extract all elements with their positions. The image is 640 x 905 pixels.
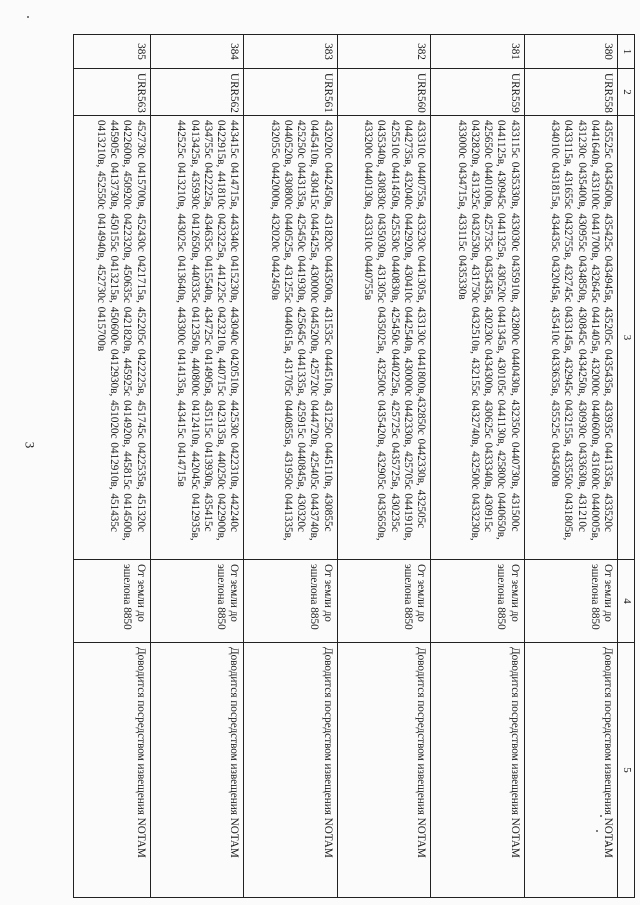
activation-note: Доводится посредством извещения NOTAM	[150, 643, 243, 898]
zone-designator: URR563	[74, 69, 151, 116]
header-col-5: 5	[618, 643, 635, 898]
altitude-limits: От земли до эшелона 8850	[337, 560, 430, 643]
table-row	[337, 35, 430, 898]
activation-note: Доводится посредством извещения NOTAM	[524, 643, 617, 898]
row-number: 380	[524, 35, 617, 69]
airspace-table	[73, 34, 635, 898]
row-number: 382	[337, 35, 430, 69]
table-row	[150, 35, 243, 898]
zone-designator: URR562	[150, 69, 243, 116]
header-col-1: 1	[618, 35, 635, 69]
table-header-row	[618, 35, 635, 898]
zone-designator: URR561	[244, 69, 337, 116]
table-row	[524, 35, 617, 898]
row-number: 385	[74, 35, 151, 69]
altitude-limits: От земли до эшелона 8850	[74, 560, 151, 643]
row-number: 381	[431, 35, 524, 69]
zone-coordinates: 433115с 0435330в, 433030с 0435910в, 432800с 0440430в, 432350с 0440730в, 431500с 0441125в, 430945с 0441325в, 430520с 0441345в, 430105с 0441130в, 425800с 0440650в, 425650с 0440100в, 425735с 0435435в, 430230с 0434300в, 430625с 0433340в, 430915с 0432820в, 431325с 0432530в, 431750с 0432510в, 432155с 0432740в, 432500с 0433230в, 433000с 0434715в, 433115с 0435330в	[431, 116, 524, 560]
activation-note: Доводится посредством извещения NOTAM	[74, 643, 151, 898]
table-row	[74, 35, 151, 898]
zone-coordinates: 452730с 0415700в, 452430с 0421715в, 452205с 0422225в, 451745с 0422535в, 451320с 0422600в, 450920с 0422320в, 450635с 0421820в, 445925с 0414920в, 445815с 0414500в, 445905с 0413730в, 450155с 0413215в, 450600с 0412930в, 451020с 0412910в, 451435с 0413210в, 452550с 0414940в, 452730с 0415700в	[74, 116, 151, 560]
zone-coordinates: 433310с 0440755в, 433230с 0441305в, 433130с 0441800в,432850с 0442330в, 432505с 0442735в, 432040с 0442920в, 430410с 0442540в, 430000с 0442330в, 425705с 0441910в, 425510с 0441450в, 425530с 0440830в, 425450с 0440225в, 425725с 0435725в, 430235с 0435340в, 430830с 0435030в, 431305с 0435025в, 432500с 0435420в, 432905с 0435650в, 433200с 0440130в, 433310с 0440755в	[337, 116, 430, 560]
zone-designator: URR558	[524, 69, 617, 116]
zone-coordinates: 432020с 0442450в, 431820с 0443500в, 431535с 0444510в, 431250с 0445110в, 430855с 0445410в, 430415с 0445425в, 430000с 0445200в, 425720с 0444720в, 425405с 0443740в, 425250с 0443135в, 425450с 0441930в, 425645с 0441335в, 425915с 0440845в, 430320с 0440520в, 430800с 0440525в, 431255с 0440615в, 431705с 0440855в, 431950с 0441335в, 432055с 0442000в, 432020с 0442450в	[244, 116, 337, 560]
zone-coordinates: 435525с 0434500в, 435425с 0434945в, 435205с 0435435в, 433935с 0441335в, 433520с 0441640в, 433100с 0441700в, 432645с 0441405в, 432000с 0440600в, 431600с 0440005в, 431230с 0435400в, 430955с 0434850в, 430845с 0434250в, 430930с 0433630в, 431210с 0433115в, 431655с 0432755в, 432745с 0433145в, 432945с 0432155в, 433550с 0431805в, 434010с 0431815в, 434435с 0432045в, 435410с 0433635в, 435525с 0434500в	[524, 116, 617, 560]
table-row	[431, 35, 524, 898]
activation-note: Доводится посредством извещения NOTAM	[431, 643, 524, 898]
page-number: 3	[22, 441, 38, 449]
row-number: 384	[150, 35, 243, 69]
table-row	[244, 35, 337, 898]
header-col-2: 2	[618, 69, 635, 116]
zone-coordinates: 443415с 0414715в, 443340с 0415230в, 443040с 0420510в, 442530с 0422310в, 442240с 0422915в, 441810с 0423225в, 441225с 0423210в, 440715с 0423135в, 440250с 0422900в, 434755с 0422225в, 434635с 0415540в, 434725с 0414905в, 435115с 0413930в, 435415с 0413425в, 435930с 0412650в, 440335с 0412350в, 440800с 0412410в, 442045с 0412935в, 442525с 0413210в, 443025с 0413640в, 443300с 0414135в, 443415с 0414715в	[150, 116, 243, 560]
zone-designator: URR560	[337, 69, 430, 116]
altitude-limits: От земли до эшелона 8850	[244, 560, 337, 643]
activation-note: Доводится посредством извещения NOTAM	[337, 643, 430, 898]
activation-note: Доводится посредством извещения NOTAM	[244, 643, 337, 898]
header-col-3: 3	[618, 116, 635, 560]
altitude-limits: От земли до эшелона 8850	[431, 560, 524, 643]
scan-speck	[27, 16, 29, 18]
altitude-limits: От земли до эшелона 8850	[524, 560, 617, 643]
row-number: 383	[244, 35, 337, 69]
zone-designator: URR559	[431, 69, 524, 116]
header-col-4: 4	[618, 560, 635, 643]
altitude-limits: От земли до эшелона 8850	[150, 560, 243, 643]
rotated-table-wrapper	[73, 34, 635, 897]
